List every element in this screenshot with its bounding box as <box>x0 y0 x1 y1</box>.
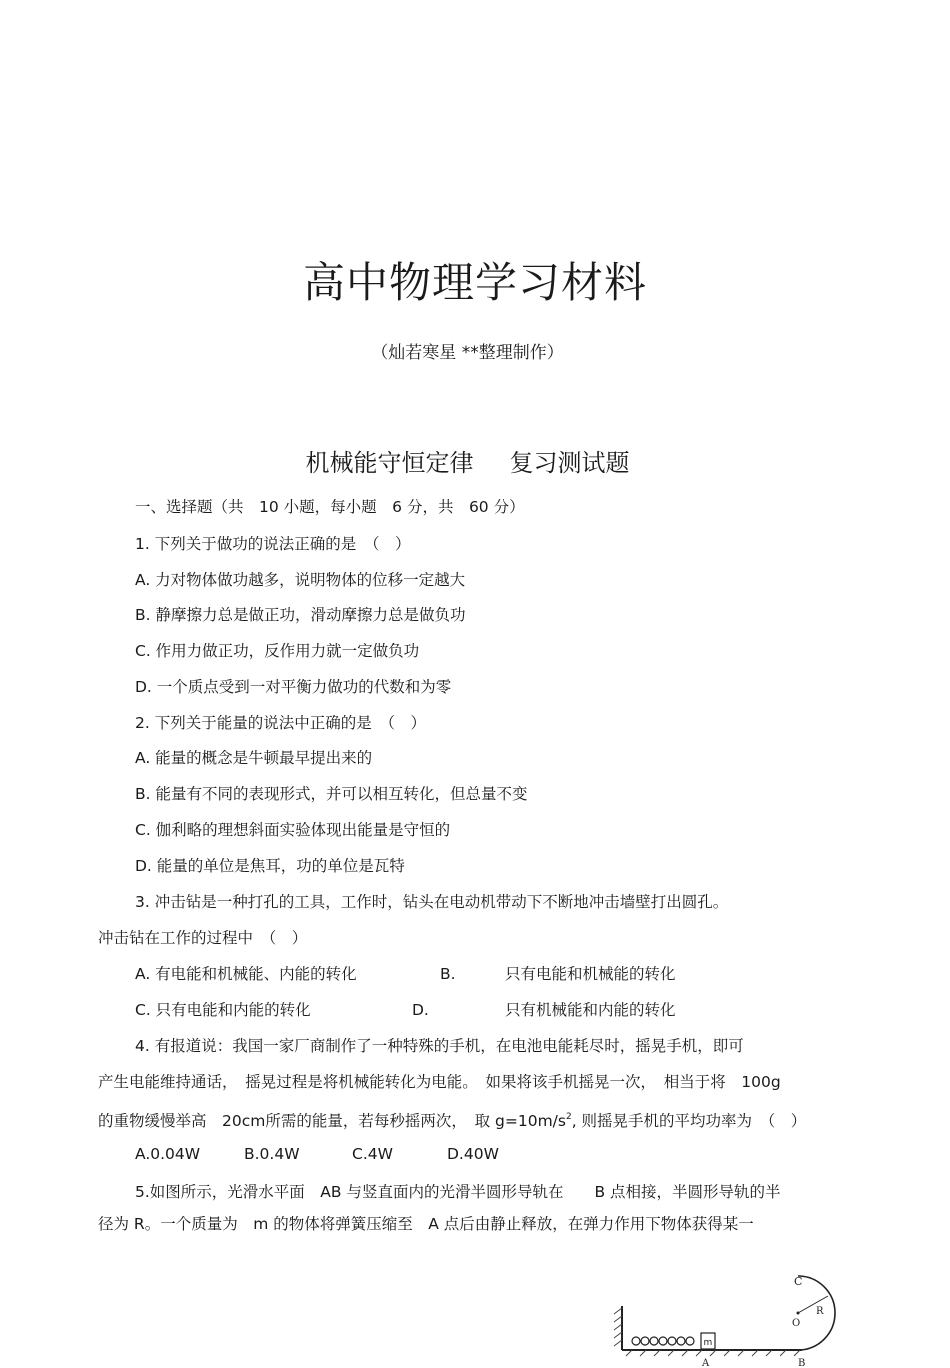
q3-option-a: A. 有电能和机械能、内能的转化 <box>135 965 357 983</box>
q1-option-b: B. 静摩擦力总是做正功，滑动摩擦力总是做负功 <box>135 606 466 624</box>
q4-option-d: D.40W <box>447 1145 499 1163</box>
q2-option-a: A. 能量的概念是牛顿最早提出来的 <box>135 749 373 767</box>
q4-option-b: B.0.4W <box>244 1145 300 1163</box>
q4-stem-line3 <box>98 1107 806 1131</box>
q3-stem-line1: 3. 冲击钻是一种打孔的工具，工作时，钻头在电动机带动下不断地冲击墙壁打出圆孔。 <box>135 893 729 911</box>
q4-option-a: A.0.04W <box>135 1145 201 1163</box>
spring <box>632 1337 694 1345</box>
q4-stem-line1: 4. 有报道说：我国一家厂商制作了一种特殊的手机，在电池电能耗尽时，摇晃手机，即可 <box>135 1037 744 1055</box>
wall-hatch <box>614 1308 622 1346</box>
q2-stem: 2. 下列关于能量的说法中正确的是 （ ） <box>135 714 426 732</box>
q3-option-c: C. 只有电能和内能的转化 <box>135 1001 311 1019</box>
q3-option-b-letter: B. <box>440 965 456 983</box>
q5-stem-line1: 5.如图所示，光滑水平面 AB 与竖直面内的光滑半圆形导轨在 B 点相接，半圆形导轨的半 <box>135 1183 781 1201</box>
q2-option-b: B. 能量有不同的表现形式，并可以相互转化，但总量不变 <box>135 785 528 803</box>
q3-stem-line2: 冲击钻在工作的过程中 （ ） <box>98 929 308 947</box>
center-dot <box>797 1312 800 1315</box>
label-b: B <box>798 1358 806 1368</box>
document-subtitle: （灿若寒星 **整理制作） <box>371 343 564 363</box>
q5-figure <box>612 1268 852 1368</box>
section-title <box>0 443 935 478</box>
q1-option-d: D. 一个质点受到一对平衡力做功的代数和为零 <box>135 678 452 696</box>
q3-option-b: 只有电能和机械能的转化 <box>505 965 676 983</box>
q3-option-d-letter: D. <box>412 1001 429 1019</box>
part-heading: 一、选择题（共 10 小题，每小题 6 分，共 60 分） <box>135 498 525 516</box>
q2-option-d: D. 能量的单位是焦耳，功的单位是瓦特 <box>135 857 405 875</box>
q5-stem-line2: 径为 R。一个质量为 m 的物体将弹簧压缩至 A 点后由静止释放，在弹力作用下物体获得某一 <box>98 1215 754 1233</box>
label-a: A <box>702 1358 710 1368</box>
q4-option-c: C.4W <box>352 1145 393 1163</box>
q1-option-c: C. 作用力做正功，反作用力就一定做负功 <box>135 642 420 660</box>
q2-option-c: C. 伽利略的理想斜面实验体现出能量是守恒的 <box>135 821 451 839</box>
label-o: O <box>792 1318 801 1329</box>
q1-option-a: A. 力对物体做功越多，说明物体的位移一定越大 <box>135 571 466 589</box>
document-title: 高中物理学习材料 <box>302 258 647 307</box>
q4-exponent: 2 <box>565 1112 572 1122</box>
section-title-main: 机械能守恒定律 <box>305 449 474 477</box>
q4-stem-line2: 产生电能维持通话， 摇晃过程是将机械能转化为电能。 如果将该手机摇晃一次， 相当于将 100g <box>98 1073 781 1091</box>
label-m: m <box>703 1338 713 1348</box>
q4-stem-line3-a: 的重物缓慢举高 20cm所需的能量，若每秒摇两次， 取 g=10m/s <box>98 1112 566 1130</box>
section-title-sub: 复习测试题 <box>509 449 630 477</box>
label-r: R <box>816 1306 824 1317</box>
q1-stem: 1. 下列关于做功的说法正确的是 （ ） <box>135 535 411 553</box>
q3-option-d: 只有机械能和内能的转化 <box>505 1001 676 1019</box>
label-c: C <box>794 1275 803 1288</box>
q4-stem-line3-b: , 则摇晃手机的平均功率为 （ ） <box>571 1112 807 1130</box>
